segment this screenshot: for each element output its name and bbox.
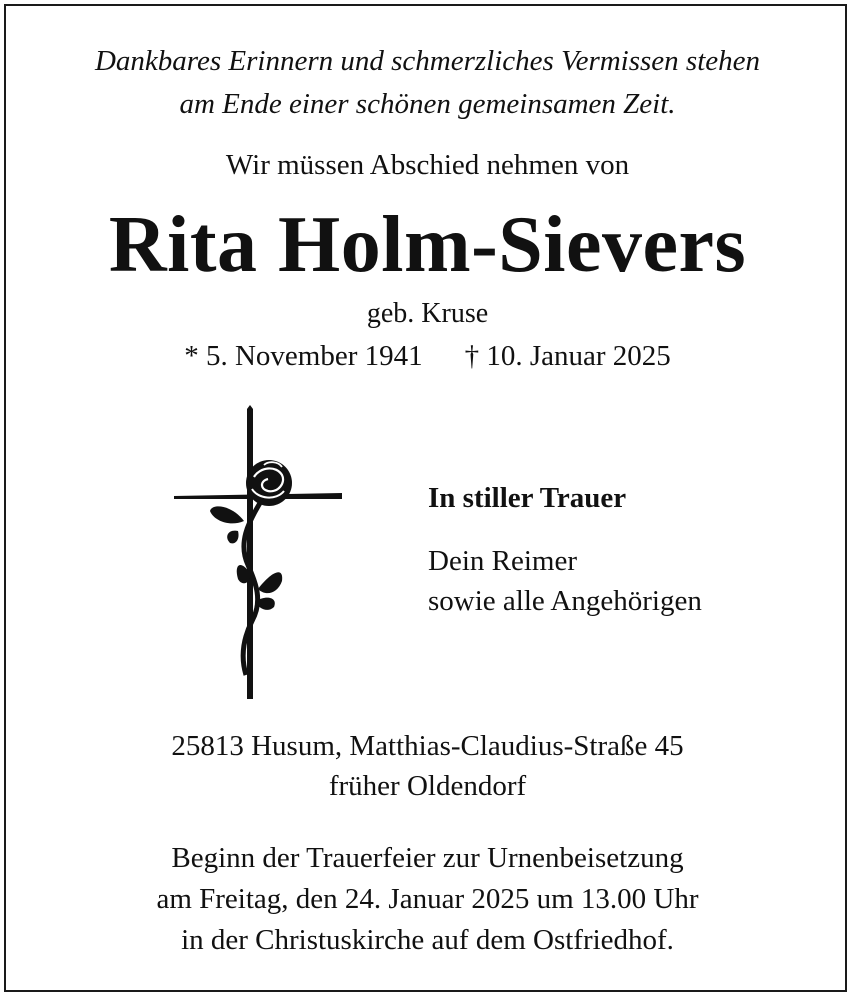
deceased-name: Rita Holm-Sievers [108, 201, 747, 289]
birth-date: * 5. November 1941 [184, 340, 423, 372]
death-date: † 10. Januar 2025 [464, 340, 671, 372]
cross-with-rose-icon [168, 405, 348, 701]
service-line-1: Beginn der Trauerfeier zur Urnenbeisetzung [171, 842, 684, 874]
intro-text: Wir müssen Abschied nehmen von [225, 149, 630, 181]
address-line-1: 25813 Husum, Matthias-Claudius-Straße 45 [171, 730, 684, 762]
mourners-block [428, 478, 702, 621]
motto-line-1: Dankbares Erinnern und schmerzliches Vermissen stehen [94, 45, 761, 77]
address [0, 726, 855, 806]
mourners-names [428, 541, 702, 621]
life-dates [0, 336, 855, 376]
address-line-2: früher Oldendorf [328, 770, 527, 802]
motto-line-2: am Ende einer schönen gemeinsamen Zeit. [179, 88, 676, 120]
service-details [0, 838, 855, 961]
mourner-line-1: Dein Reimer [428, 545, 577, 577]
maiden-name: geb. Kruse [366, 298, 489, 329]
mourner-line-2: sowie alle Angehörigen [428, 585, 702, 617]
motto [0, 40, 855, 126]
service-line-3: in der Christuskirche auf dem Ostfriedhof. [181, 924, 674, 956]
service-line-2: am Freitag, den 24. Januar 2025 um 13.00 Uhr [156, 883, 699, 915]
mourners-title: In stiller Trauer [428, 482, 627, 514]
